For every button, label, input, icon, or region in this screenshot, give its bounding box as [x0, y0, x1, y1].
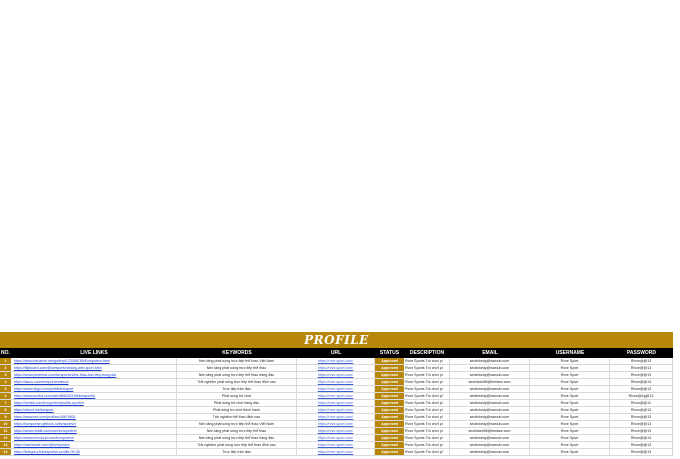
row-number[interactable]: 8 [0, 407, 11, 414]
table-row [0, 421, 680, 428]
status-badge[interactable]: Approved [375, 372, 404, 379]
url-link[interactable]: https://rvve-sport.com/ [297, 372, 375, 379]
live-link[interactable]: https://telegra.ph/kvrsportvn-profile-09-05 [11, 449, 177, 456]
header-username[interactable]: USERNAME [555, 350, 585, 356]
username-cell[interactable]: Rvve Sport [530, 400, 610, 407]
url-link[interactable]: https://rvve-sport.com/ [297, 386, 375, 393]
email-cell[interactable]: seolinkedy@wwoub.com [450, 358, 530, 365]
email-cell[interactable]: seolinkedy@wwoub.com [450, 421, 530, 428]
header-password[interactable]: PASSWORD [626, 350, 657, 356]
email-cell[interactable]: seolinkedy@wwoub.com [450, 393, 530, 400]
live-link[interactable]: https://www.scribd.com/user/865432198/kvrsportvn [11, 393, 177, 400]
keyword-cell[interactable]: Nền tảng phát sóng trực tiếp thể thao hàng đầu [177, 435, 297, 442]
status-badge[interactable]: Approved [375, 379, 404, 386]
password-cell[interactable]: Rlvve@Ag@13 [610, 393, 673, 400]
header-url[interactable]: URL [330, 350, 342, 356]
table-row [0, 365, 680, 372]
username-cell[interactable]: Rvve Sport [530, 414, 610, 421]
password-cell[interactable]: Rlvve@@13 [610, 449, 673, 456]
title-bar [0, 332, 673, 348]
row-number[interactable]: 14 [0, 449, 11, 456]
table-row [0, 393, 680, 400]
header-live-links[interactable]: LIVE LINKS [80, 350, 108, 356]
live-link[interactable]: https://www.reddit.com/user/kvrsportvn/ [11, 428, 177, 435]
description-cell[interactable]: Rvve Sports Trò chơi pl [404, 414, 450, 421]
username-cell[interactable]: Rvve Sport [530, 421, 610, 428]
url-link[interactable]: https://rvve-sport.com/ [297, 358, 375, 365]
row-number[interactable]: 13 [0, 442, 11, 449]
keyword-cell[interactable]: Nền tảng phát sóng trực tiếp thể thao Việt Nam [177, 358, 297, 365]
live-link[interactable]: https://kvrsportvn.gitbook.io/kvrsportvn/ [11, 421, 177, 428]
email-cell[interactable]: seolinkedy@wwoub.com [450, 365, 530, 372]
sheet-title: PROFILE [304, 333, 369, 347]
status-badge[interactable]: Approved [375, 435, 404, 442]
url-link[interactable]: https://rvve-sport.com/ [297, 379, 375, 386]
live-link[interactable]: https://www.behance.net/gallery/123456789/Kvrsportvn.html [11, 358, 177, 365]
status-badge[interactable]: Approved [375, 400, 404, 407]
description-cell[interactable]: Rvve Sports Trò chơi pl [404, 400, 450, 407]
table-row [0, 449, 680, 456]
password-cell[interactable]: Rlvve@@13 [610, 421, 673, 428]
status-badge[interactable]: Approved [375, 449, 404, 456]
header-email[interactable]: EMAIL [482, 350, 498, 356]
live-link[interactable]: https://issuu.com/kvrsportvn/about [11, 379, 177, 386]
url-link[interactable]: https://rvve-sport.com/ [297, 435, 375, 442]
keyword-cell[interactable]: Nền tảng phát sóng trực tiếp thể thao [177, 428, 297, 435]
table-row [0, 442, 680, 449]
live-link[interactable]: https://about.me/kvrsport [11, 407, 177, 414]
row-number[interactable]: 11 [0, 428, 11, 435]
description-cell[interactable]: Rvve Sports Trò chơi pl [404, 435, 450, 442]
row-number[interactable]: 4 [0, 379, 11, 386]
live-link[interactable]: https://www.diigo.com/profile/kvrsport [11, 386, 177, 393]
password-cell[interactable]: Rlvve@@13 [610, 414, 673, 421]
keyword-cell[interactable]: Phát sóng trò chơi hàng đầu [177, 400, 297, 407]
table-row [0, 407, 680, 414]
header-description[interactable]: DESCRIPTION [409, 350, 445, 356]
header-no[interactable]: NO. [1, 350, 10, 356]
password-cell[interactable]: Rlvve@@13 [610, 428, 673, 435]
email-cell[interactable]: seolinkedy@wwoub.com [450, 435, 530, 442]
spreadsheet [0, 332, 680, 459]
url-link[interactable]: https://rvve-sport.com/ [297, 393, 375, 400]
url-link[interactable]: https://rvve-sport.com/ [297, 407, 375, 414]
keyword-cell[interactable]: Trực tiếp trận đấu [177, 449, 297, 456]
keyword-cell[interactable]: Nền tảng phát sóng trực tiếp thể thao hàng đầu [177, 372, 297, 379]
description-cell[interactable]: Rvve Sports Trò chơi pl [404, 442, 450, 449]
email-cell[interactable]: seolinkedy@wwoub.com [450, 449, 530, 456]
description-cell[interactable]: Rvve Sports Trò chơi pl [404, 358, 450, 365]
password-cell[interactable]: Rlvve@@13 [610, 386, 673, 393]
password-cell[interactable]: Rlvve@@13 [610, 435, 673, 442]
url-link[interactable]: https://rvve-sport.com/ [297, 421, 375, 428]
row-number[interactable]: 7 [0, 400, 11, 407]
username-cell[interactable]: Rvve Sport [530, 393, 610, 400]
keyword-cell[interactable]: Trải nghiệm phát sóng trực tiếp thể thao đỉnh cao [177, 442, 297, 449]
status-badge[interactable]: Approved [375, 393, 404, 400]
password-cell[interactable]: Rlvve@@13 [610, 372, 673, 379]
description-cell[interactable]: Rvve Sports Trò chơi pl [404, 393, 450, 400]
status-badge[interactable]: Approved [375, 365, 404, 372]
live-link[interactable]: https://www.ted.com/profiles/45678901 [11, 414, 177, 421]
password-cell[interactable]: Rlvve@@13 [610, 407, 673, 414]
url-link[interactable]: https://rvve-sport.com/ [297, 428, 375, 435]
email-cell[interactable]: seolinkedy@wwoub.com [450, 442, 530, 449]
keyword-cell[interactable]: Phát sóng trò chơi thịnh hành [177, 407, 297, 414]
row-number[interactable]: 3 [0, 372, 11, 379]
table-row [0, 372, 680, 379]
status-badge[interactable]: Approved [375, 386, 404, 393]
header-row [0, 348, 673, 358]
url-link[interactable]: https://rvve-sport.com/ [297, 414, 375, 421]
email-cell[interactable]: seolinkedy@wwoub.com [450, 386, 530, 393]
status-badge[interactable]: Approved [375, 407, 404, 414]
username-cell[interactable]: Rvve Sport [530, 365, 610, 372]
status-badge[interactable]: Approved [375, 414, 404, 421]
email-cell[interactable]: seolinked96@fselase.com [450, 379, 530, 386]
status-badge[interactable]: Approved [375, 358, 404, 365]
password-cell[interactable]: Rlvve@@13 [610, 442, 673, 449]
description-cell[interactable]: Rvve Sports Trò chơi pl [404, 428, 450, 435]
description-cell[interactable]: Rvve Sports Trò chơi pl [404, 372, 450, 379]
keyword-cell[interactable]: Trải nghiệm phát sóng trực tiếp thể thao đỉnh cao [177, 379, 297, 386]
username-cell[interactable]: Rvve Sport [530, 372, 610, 379]
keyword-cell[interactable]: Trải nghiệm thể thao đỉnh cao [177, 414, 297, 421]
description-cell[interactable]: Rvve Sports Trò chơi pl [404, 449, 450, 456]
keyword-cell[interactable]: Nền tảng phát sóng trực tiếp thể thao Việt Nam [177, 421, 297, 428]
username-cell[interactable]: Rvve Sport [530, 428, 610, 435]
email-cell[interactable]: seolinkedy@wwoub.com [450, 414, 530, 421]
status-badge[interactable]: Approved [375, 442, 404, 449]
table-row [0, 379, 680, 386]
live-link[interactable]: https://www.pinterest.com/kvrsportvn/the-thao-truc-tiep-bong-da/ [11, 372, 177, 379]
row-number[interactable]: 5 [0, 386, 11, 393]
username-cell[interactable]: Rvve Sport [530, 407, 610, 414]
live-link[interactable]: https://flipboard.com/@kvrsportvn/trang-web-sport.html [11, 365, 177, 372]
live-link[interactable]: https://tumblr.com/kvrsportvn/profile-sportvn [11, 400, 177, 407]
username-cell[interactable]: Rvve Sport [530, 379, 610, 386]
email-cell[interactable]: seolinked96@fselase.com [450, 428, 530, 435]
live-link[interactable]: https://hashnode.com/@kvrsportvn [11, 442, 177, 449]
status-badge[interactable]: Approved [375, 421, 404, 428]
username-cell[interactable]: Rvve Sport [530, 358, 610, 365]
url-link[interactable]: https://rvve-sport.com/ [297, 442, 375, 449]
row-number[interactable]: 12 [0, 435, 11, 442]
status-badge[interactable]: Approved [375, 428, 404, 435]
url-link[interactable]: https://rvve-sport.com/ [297, 400, 375, 407]
description-cell[interactable]: Rvve Sports Trò chơi pl [404, 421, 450, 428]
table-row [0, 435, 680, 442]
username-cell[interactable]: Rvve Sport [530, 386, 610, 393]
password-cell[interactable]: Rlvve@@13 [610, 365, 673, 372]
live-link[interactable]: https://www.mixcloud.com/kvrsportvn/ [11, 435, 177, 442]
password-cell[interactable]: Rlvve@@12 [610, 400, 673, 407]
row-number[interactable]: 10 [0, 421, 11, 428]
row-number[interactable]: 1 [0, 358, 11, 365]
table-row [0, 414, 680, 421]
username-cell[interactable]: Rvve Sport [530, 442, 610, 449]
table-row [0, 400, 680, 407]
url-link[interactable]: https://rvve-sport.com/ [297, 365, 375, 372]
keyword-cell[interactable]: Phát sóng trò chơi [177, 393, 297, 400]
username-cell[interactable]: Rvve Sport [530, 449, 610, 456]
keyword-cell[interactable]: Trực tiếp trận đấu [177, 386, 297, 393]
password-cell[interactable]: Rlvve@@13 [610, 379, 673, 386]
keyword-cell[interactable]: Nền tảng phát sóng trực tiếp thể thao [177, 365, 297, 372]
description-cell[interactable]: Rvve Sports Trò chơi pl [404, 407, 450, 414]
description-cell[interactable]: Rvve Sports Trò chơi pl [404, 365, 450, 372]
table-row [0, 358, 680, 365]
description-cell[interactable]: Rvve Sports Trò chơi pl [404, 386, 450, 393]
table-row [0, 428, 680, 435]
url-link[interactable]: https://rvve-sport.com/ [297, 449, 375, 456]
email-cell[interactable]: seolinkedy@wwoub.com [450, 400, 530, 407]
email-cell[interactable]: seolinkedy@wwoub.com [450, 407, 530, 414]
username-cell[interactable]: Rvve Sport [530, 435, 610, 442]
table-row [0, 386, 680, 393]
row-number[interactable]: 2 [0, 365, 11, 372]
row-number[interactable]: 6 [0, 393, 11, 400]
row-number[interactable]: 9 [0, 414, 11, 421]
header-status[interactable]: STATUS [379, 350, 400, 356]
description-cell[interactable]: Rvve Sports Trò chơi pl [404, 379, 450, 386]
password-cell[interactable]: Rlvve@@13 [610, 358, 673, 365]
header-keywords[interactable]: KEYWORDS [222, 350, 252, 356]
email-cell[interactable]: seolinkedy@wwoub.com [450, 372, 530, 379]
